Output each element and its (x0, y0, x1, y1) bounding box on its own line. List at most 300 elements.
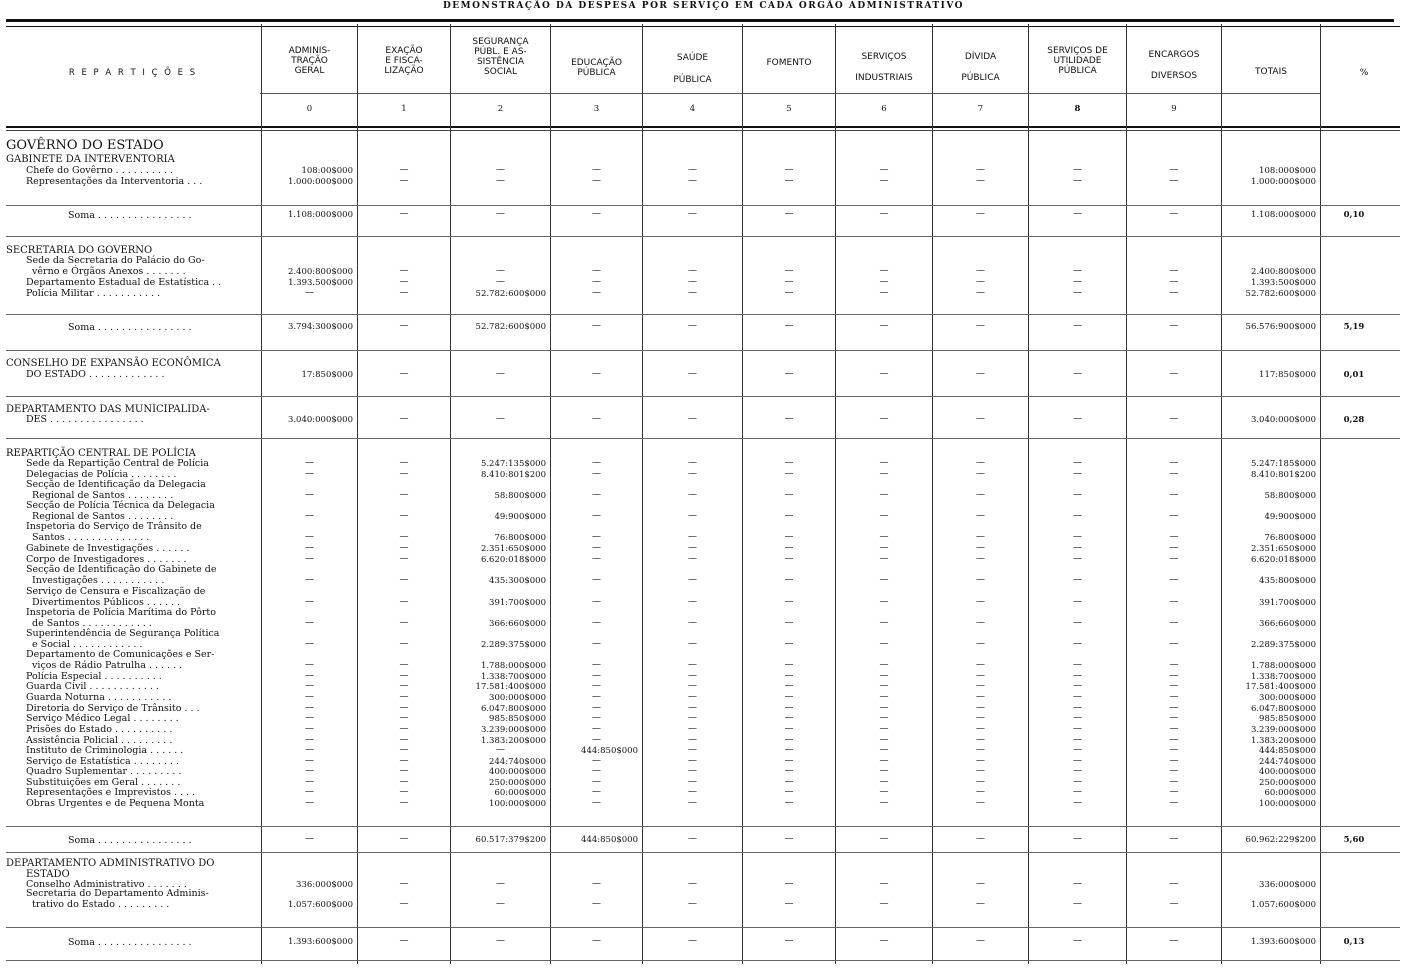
cell-empty: — (305, 575, 314, 585)
cell-empty: — (976, 209, 985, 219)
cell-empty: — (879, 899, 889, 909)
cell-empty: — (879, 745, 889, 755)
cell-empty: — (784, 575, 794, 585)
soma-label: Soma . . . . . . . . . . . . . . . . (68, 937, 192, 948)
cell-empty: — (879, 766, 889, 776)
cell-empty: — (879, 798, 889, 808)
cell-empty: — (592, 756, 601, 766)
cell-empty: — (879, 369, 889, 379)
cell-empty: — (305, 511, 314, 521)
cell-empty: — (784, 879, 794, 889)
cell-empty: — (784, 414, 794, 424)
row-label: Polícia Militar . . . . . . . . . . . (26, 288, 161, 299)
cell-empty: — (879, 469, 889, 479)
cell-empty: — (1073, 756, 1082, 766)
row-separator (6, 826, 1400, 827)
cell-empty: — (976, 511, 985, 521)
percent-value: 5,60 (1343, 835, 1365, 845)
cell-empty: — (784, 899, 794, 909)
cell-empty: — (688, 639, 697, 649)
cell-empty: — (399, 176, 409, 186)
cell-empty: — (784, 660, 794, 670)
cell-empty: — (1169, 879, 1179, 889)
cell-empty: — (1169, 543, 1179, 553)
cell-value: 435:300$000 (489, 576, 546, 586)
cell-value: 444:850$000 (581, 835, 638, 845)
cell-value: 76:800$000 (494, 533, 546, 543)
cell-value: 6.620:018$000 (480, 555, 546, 565)
cell-empty: — (592, 575, 601, 585)
cell-empty: — (784, 369, 794, 379)
cell-empty: — (592, 639, 601, 649)
row-label: Gabinete de Investigações . . . . . . (26, 543, 190, 554)
row-label: Secção de Identificação da Delegacia Regional de Santos . . . . . . . . (26, 479, 206, 501)
total-value: 1.338:700$000 (1250, 672, 1316, 682)
cell-value: 2.289:375$000 (480, 640, 546, 650)
cell-empty: — (592, 414, 601, 424)
cell-empty: — (879, 575, 889, 585)
cell-empty: — (399, 692, 409, 702)
cell-empty: — (688, 787, 697, 797)
cell-empty: — (305, 660, 314, 670)
cell-empty: — (496, 414, 505, 424)
cell-empty: — (784, 554, 794, 564)
cell-empty: — (1169, 777, 1179, 787)
percent-value: 0,28 (1343, 415, 1365, 425)
cell-empty: — (399, 532, 409, 542)
cell-value: 3.239:000$000 (480, 725, 546, 735)
cell-empty: — (305, 543, 314, 553)
cell-empty: — (399, 209, 409, 219)
total-value: 60.962:229$200 (1245, 835, 1316, 845)
cell-empty: — (688, 597, 697, 607)
row-label: Secretaria do Departamento Adminis- trativo do Estado . . . . . . . . . (26, 888, 209, 910)
cell-empty: — (305, 713, 314, 723)
cell-value: 300:000$000 (489, 693, 546, 703)
cell-empty: — (305, 597, 314, 607)
cell-empty: — (879, 597, 889, 607)
cell-empty: — (784, 266, 794, 276)
cell-empty: — (1169, 490, 1179, 500)
cell-empty: — (879, 490, 889, 500)
cell-empty: — (399, 414, 409, 424)
cell-empty: — (976, 490, 985, 500)
cell-empty: — (688, 469, 697, 479)
cell-empty: — (1169, 787, 1179, 797)
col-number-1: 1 (401, 104, 407, 114)
cell-empty: — (784, 288, 794, 298)
cell-empty: — (592, 469, 601, 479)
cell-empty: — (976, 414, 985, 424)
cell-empty: — (976, 639, 985, 649)
cell-empty: — (399, 266, 409, 276)
cell-empty: — (592, 532, 601, 542)
cell-empty: — (399, 639, 409, 649)
row-label: Serviço de Censura e Fiscalização de Divertimentos Públicos . . . . . . (26, 586, 206, 608)
cell-empty: — (976, 458, 985, 468)
total-value: 2.289:375$000 (1250, 640, 1316, 650)
cell-value: 444:850$000 (581, 746, 638, 756)
total-value: 1.108:000$000 (1250, 210, 1316, 220)
row-separator (6, 350, 1400, 351)
cell-empty: — (976, 554, 985, 564)
row-label: Quadro Suplementar . . . . . . . . . (26, 766, 182, 777)
col-header-7: DÍVIDA PÚBLICA (961, 52, 1000, 83)
row-label: Serviço de Estatística . . . . . . . . (26, 756, 180, 767)
cell-empty: — (976, 660, 985, 670)
cell-value: 58:800$000 (494, 491, 546, 501)
cell-value: 17.581:400$000 (475, 682, 546, 692)
cell-empty: — (399, 671, 409, 681)
total-value: 6.047:800$000 (1250, 704, 1316, 714)
cell-empty: — (592, 490, 601, 500)
cell-value: 366:660$000 (489, 619, 546, 629)
cell-value: 17:850$000 (301, 370, 353, 380)
section-conselho-cont: DO ESTADO . . . . . . . . . . . . . (26, 369, 165, 380)
cell-empty: — (784, 756, 794, 766)
cell-empty: — (305, 798, 314, 808)
cell-empty: — (1073, 490, 1082, 500)
row-separator (6, 314, 1400, 315)
cell-empty: — (879, 660, 889, 670)
cell-empty: — (305, 469, 314, 479)
cell-empty: — (1169, 277, 1179, 287)
cell-empty: — (976, 618, 985, 628)
cell-empty: — (976, 321, 985, 331)
cell-empty: — (688, 724, 697, 734)
cell-value: 5.247:135$000 (480, 459, 546, 469)
cell-empty: — (1073, 277, 1082, 287)
cell-empty: — (976, 703, 985, 713)
cell-empty: — (879, 692, 889, 702)
cell-empty: — (688, 458, 697, 468)
cell-empty: — (399, 277, 409, 287)
cell-empty: — (592, 703, 601, 713)
row-label: Secção de Identificação do Gabinete de Investigações . . . . . . . . . . . (26, 564, 217, 586)
cell-empty: — (1073, 798, 1082, 808)
total-value: 3.239:000$000 (1250, 725, 1316, 735)
cell-empty: — (399, 879, 409, 889)
row-separator (6, 205, 1400, 206)
cell-empty: — (1169, 288, 1179, 298)
col-header-pct: % (1359, 68, 1369, 78)
cell-empty: — (1169, 176, 1179, 186)
row-label: Polícia Especial . . . . . . . . . . (26, 671, 162, 682)
section-municipalidades: DEPARTAMENTO DAS MUNICIPALIDA- (6, 404, 210, 415)
total-value: 60:000$000 (1264, 788, 1316, 798)
cell-empty: — (1073, 834, 1082, 844)
cell-empty: — (399, 554, 409, 564)
cell-empty: — (1169, 936, 1179, 946)
cell-empty: — (496, 176, 505, 186)
total-value: 300:000$000 (1259, 693, 1316, 703)
cell-empty: — (592, 277, 601, 287)
cell-empty: — (976, 745, 985, 755)
cell-empty: — (976, 176, 985, 186)
cell-empty: — (592, 321, 601, 331)
cell-empty: — (688, 532, 697, 542)
cell-empty: — (1073, 414, 1082, 424)
cell-empty: — (399, 766, 409, 776)
cell-value: 1.338:700$000 (480, 672, 546, 682)
cell-empty: — (976, 735, 985, 745)
rule-top-2 (6, 26, 1400, 27)
total-value: 400:000$000 (1259, 767, 1316, 777)
col-number-0: 0 (306, 104, 313, 114)
cell-value: 391:700$000 (489, 598, 546, 608)
col-header-2: SEGURANÇA PÚBL. E AS- SISTÊNCIA SOCIAL (472, 37, 529, 77)
cell-value: 400:000$000 (489, 767, 546, 777)
cell-empty: — (976, 692, 985, 702)
cell-empty: — (1169, 766, 1179, 776)
total-value: 435:800$000 (1259, 576, 1316, 586)
cell-empty: — (879, 511, 889, 521)
total-value: 3.040:000$000 (1250, 415, 1316, 425)
cell-empty: — (1073, 660, 1082, 670)
cell-empty: — (784, 618, 794, 628)
row-label: Substituições em Geral . . . . . . . (26, 777, 181, 788)
cell-empty: — (784, 936, 794, 946)
col-number-9: 9 (1171, 104, 1177, 114)
cell-empty: — (688, 165, 697, 175)
cell-value: 1.393:600$000 (287, 937, 353, 947)
percent-value: 0,01 (1343, 370, 1365, 380)
cell-empty: — (976, 724, 985, 734)
cell-empty: — (784, 277, 794, 287)
cell-empty: — (784, 745, 794, 755)
cell-empty: — (688, 554, 697, 564)
cell-empty: — (1169, 511, 1179, 521)
cell-empty: — (976, 713, 985, 723)
page-title: DEMONSTRAÇÃO DA DESPESA POR SERVIÇO EM CADA ÓRGÃO ADMINISTRATIVO (443, 1, 964, 11)
cell-empty: — (1169, 618, 1179, 628)
cell-empty: — (1169, 660, 1179, 670)
cell-empty: — (1169, 554, 1179, 564)
cell-empty: — (305, 756, 314, 766)
cell-value: 6.047:800$000 (480, 704, 546, 714)
cell-empty: — (305, 681, 314, 691)
cell-empty: — (879, 724, 889, 734)
total-value: 8.410:801$200 (1250, 470, 1316, 480)
cell-empty: — (592, 165, 601, 175)
col-divider (1320, 24, 1321, 964)
cell-empty: — (399, 490, 409, 500)
row-label: Inspetoria de Polícia Marítima do Pôrto de Santos . . . . . . . . . . . . (26, 607, 216, 629)
cell-empty: — (305, 735, 314, 745)
cell-empty: — (399, 735, 409, 745)
cell-empty: — (399, 458, 409, 468)
cell-empty: — (688, 266, 697, 276)
cell-empty: — (1073, 681, 1082, 691)
total-value: 444:850$000 (1259, 746, 1316, 756)
row-label: Superintendência de Segurança Política e Social . . . . . . . . . . . . (26, 628, 220, 650)
col-header-5: FOMENTO (766, 58, 812, 68)
cell-empty: — (1073, 543, 1082, 553)
cell-empty: — (1169, 703, 1179, 713)
cell-empty: — (592, 681, 601, 691)
cell-empty: — (688, 936, 697, 946)
total-value: 6.620:018$000 (1250, 555, 1316, 565)
cell-empty: — (688, 490, 697, 500)
cell-empty: — (879, 414, 889, 424)
cell-empty: — (496, 936, 505, 946)
cell-value: 1.788:000$000 (480, 661, 546, 671)
cell-empty: — (879, 777, 889, 787)
reparticoes-header: R E P A R T I Ç Õ E S (68, 68, 198, 78)
cell-empty: — (1169, 899, 1179, 909)
cell-empty: — (1073, 766, 1082, 776)
cell-empty: — (784, 165, 794, 175)
row-label: Chefe do Govêrno . . . . . . . . . . (26, 165, 174, 176)
col-number-6: 6 (881, 104, 887, 114)
cell-empty: — (784, 639, 794, 649)
cell-empty: — (305, 458, 314, 468)
cell-empty: — (592, 369, 601, 379)
cell-empty: — (784, 511, 794, 521)
cell-empty: — (1073, 575, 1082, 585)
row-label: Conselho Administrativo . . . . . . . (26, 879, 187, 890)
cell-empty: — (592, 692, 601, 702)
total-value: 366:660$000 (1259, 619, 1316, 629)
cell-empty: — (1169, 321, 1179, 331)
section-gabinete: GABINETE DA INTERVENTORIA (6, 154, 175, 165)
cell-value: 108:00$000 (301, 166, 353, 176)
col-number-2: 2 (497, 104, 504, 114)
section-governo: GOVÊRNO DO ESTADO (6, 138, 164, 153)
cell-empty: — (879, 787, 889, 797)
total-value: 1.393:500$000 (1250, 278, 1316, 288)
cell-value: 1.057:600$000 (287, 900, 353, 910)
rule-header-bottom-2 (6, 130, 1400, 131)
percent-value: 0,13 (1343, 937, 1365, 947)
cell-empty: — (976, 766, 985, 776)
total-value: 49:900$000 (1264, 512, 1316, 522)
cell-empty: — (496, 879, 505, 889)
cell-empty: — (592, 713, 601, 723)
cell-empty: — (399, 597, 409, 607)
cell-empty: — (305, 766, 314, 776)
total-value: 1.393:600$000 (1250, 937, 1316, 947)
cell-empty: — (399, 936, 409, 946)
cell-empty: — (305, 724, 314, 734)
cell-empty: — (688, 369, 697, 379)
cell-empty: — (688, 543, 697, 553)
cell-empty: — (592, 209, 601, 219)
cell-empty: — (399, 660, 409, 670)
cell-empty: — (688, 735, 697, 745)
row-label: Inspetoria do Serviço de Trânsito de Santos . . . . . . . . . . . . . . (26, 521, 202, 543)
cell-empty: — (1169, 756, 1179, 766)
section-secretaria: SECRETARIA DO GOVERNO (6, 245, 153, 256)
cell-empty: — (976, 787, 985, 797)
cell-empty: — (688, 618, 697, 628)
cell-empty: — (1073, 554, 1082, 564)
cell-empty: — (879, 936, 889, 946)
cell-value: 8.410:801$200 (480, 470, 546, 480)
cell-empty: — (784, 834, 794, 844)
cell-value: 3.040:000$000 (287, 415, 353, 425)
cell-empty: — (784, 692, 794, 702)
cell-empty: — (688, 660, 697, 670)
total-value: 108:000$000 (1259, 166, 1316, 176)
row-separator (6, 927, 1400, 928)
cell-empty: — (879, 532, 889, 542)
cell-empty: — (688, 879, 697, 889)
cell-empty: — (784, 209, 794, 219)
cell-empty: — (784, 777, 794, 787)
cell-empty: — (1169, 165, 1179, 175)
cell-empty: — (784, 458, 794, 468)
cell-empty: — (784, 703, 794, 713)
cell-empty: — (496, 899, 505, 909)
cell-empty: — (1073, 288, 1082, 298)
soma-label: Soma . . . . . . . . . . . . . . . . (68, 835, 192, 846)
cell-empty: — (688, 209, 697, 219)
cell-empty: — (784, 671, 794, 681)
row-label: Prisões do Estado . . . . . . . . . . (26, 724, 173, 735)
cell-value: 1.383:200$000 (480, 736, 546, 746)
cell-empty: — (784, 724, 794, 734)
cell-empty: — (592, 543, 601, 553)
cell-empty: — (1073, 692, 1082, 702)
cell-empty: — (305, 532, 314, 542)
cell-value: 336:000$000 (296, 880, 353, 890)
cell-value: 60.517:379$200 (475, 835, 546, 845)
cell-value: 49:900$000 (494, 512, 546, 522)
cell-value: 1.393.500$000 (288, 278, 353, 288)
cell-empty: — (592, 936, 601, 946)
cell-empty: — (1169, 458, 1179, 468)
cell-empty: — (399, 369, 409, 379)
cell-value: 100:000$000 (489, 799, 546, 809)
cell-empty: — (305, 288, 314, 298)
cell-empty: — (688, 692, 697, 702)
col-header-4: SAÚDE PÚBLICA (673, 53, 712, 85)
cell-empty: — (976, 575, 985, 585)
cell-value: 1.108:000$000 (287, 210, 353, 220)
cell-empty: — (305, 618, 314, 628)
cell-empty: — (1073, 777, 1082, 787)
cell-empty: — (592, 660, 601, 670)
total-value: 1.383:200$000 (1250, 736, 1316, 746)
row-label: Corpo de Investigadores . . . . . . . (26, 554, 187, 565)
cell-empty: — (688, 713, 697, 723)
cell-empty: — (976, 288, 985, 298)
cell-empty: — (1073, 597, 1082, 607)
cell-value: 1.000:000$000 (287, 177, 353, 187)
cell-empty: — (399, 165, 409, 175)
cell-empty: — (879, 165, 889, 175)
total-value: 336:000$000 (1259, 880, 1316, 890)
cell-empty: — (305, 692, 314, 702)
cell-empty: — (1073, 369, 1082, 379)
cell-empty: — (305, 745, 314, 755)
cell-empty: — (688, 277, 697, 287)
cell-value: 244:740$000 (489, 757, 546, 767)
cell-empty: — (976, 369, 985, 379)
total-value: 2.351:650$000 (1250, 544, 1316, 554)
total-value: 17.581:400$000 (1245, 682, 1316, 692)
cell-empty: — (1073, 209, 1082, 219)
cell-empty: — (1073, 745, 1082, 755)
cell-empty: — (1073, 713, 1082, 723)
cell-empty: — (784, 469, 794, 479)
section-dae: DEPARTAMENTO ADMINISTRATIVO DO (6, 858, 215, 869)
row-label: Obras Urgentes e de Pequena Monta (26, 798, 205, 809)
cell-empty: — (399, 798, 409, 808)
cell-value: 250:000$000 (489, 778, 546, 788)
cell-empty: — (688, 288, 697, 298)
